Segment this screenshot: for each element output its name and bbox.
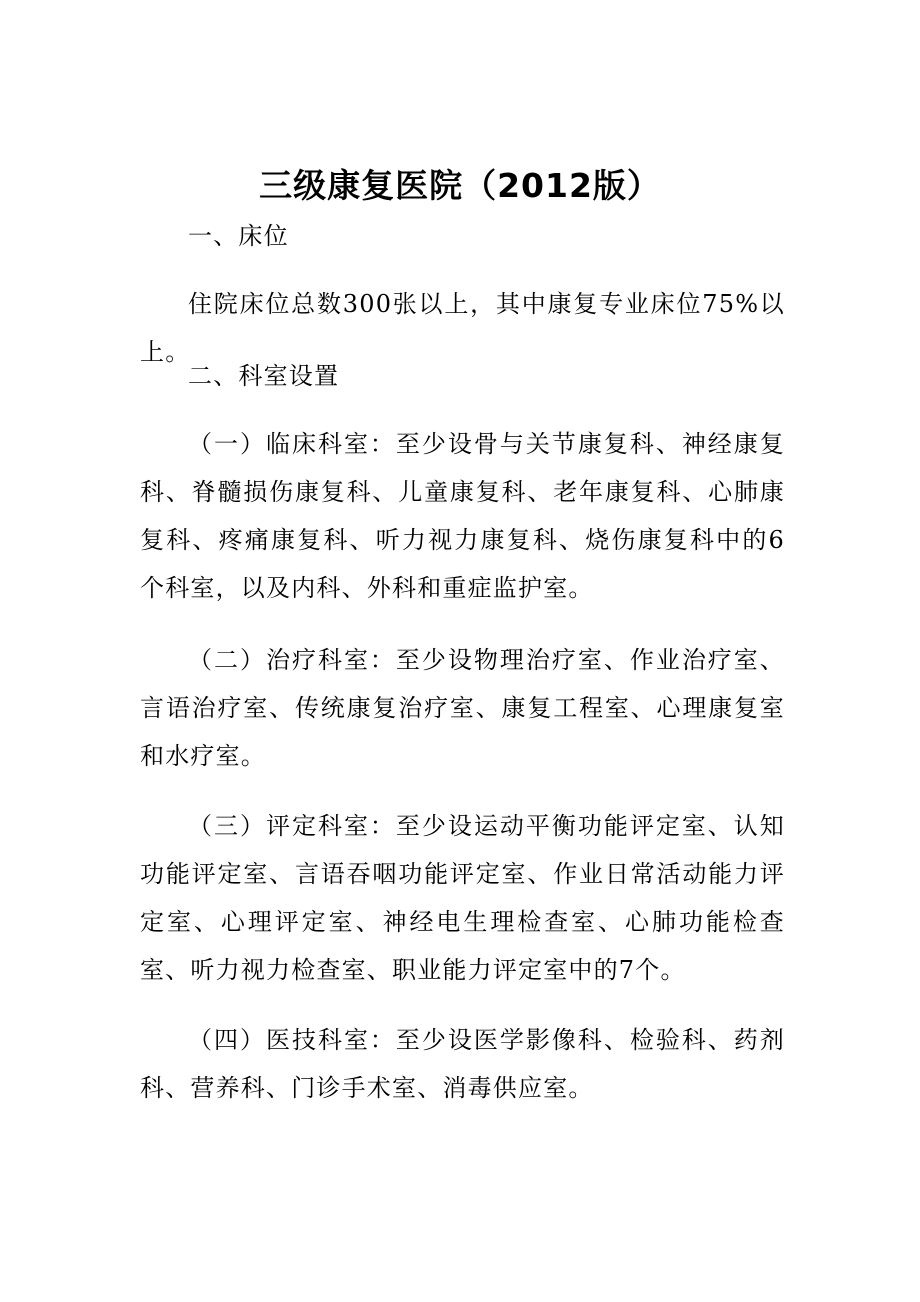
section-heading-departments: 二、科室设置 bbox=[188, 362, 340, 390]
paragraph-beds: 住院床位总数300张以上，其中康复专业床位75%以上。 bbox=[140, 290, 785, 366]
section-heading-beds: 一、床位 bbox=[188, 222, 289, 250]
paragraph-clinical-departments: （一）临床科室：至少设骨与关节康复科、神经康复科、脊髓损伤康复科、儿童康复科、老年康复科、心肺康复科、疼痛康复科、听力视力康复科、烧伤康复科中的6个科室，以及内科、外科和重症监护室。 bbox=[140, 430, 785, 602]
paragraph-medical-tech-departments: （四）医技科室：至少设医学影像科、检验科、药剂科、营养科、门诊手术室、消毒供应室。 bbox=[140, 1026, 785, 1102]
paragraph-therapy-departments: （二）治疗科室：至少设物理治疗室、作业治疗室、言语治疗室、传统康复治疗室、康复工程室、心理康复室和水疗室。 bbox=[140, 646, 785, 770]
document-title: 三级康复医院（2012版） bbox=[259, 166, 661, 205]
paragraph-assessment-departments: （三）评定科室：至少设运动平衡功能评定室、认知功能评定室、言语吞咽功能评定室、作业日常活动能力评定室、心理评定室、神经电生理检查室、心肺功能检查室、听力视力检查室、职业能力评定室中的7个。 bbox=[140, 812, 785, 984]
